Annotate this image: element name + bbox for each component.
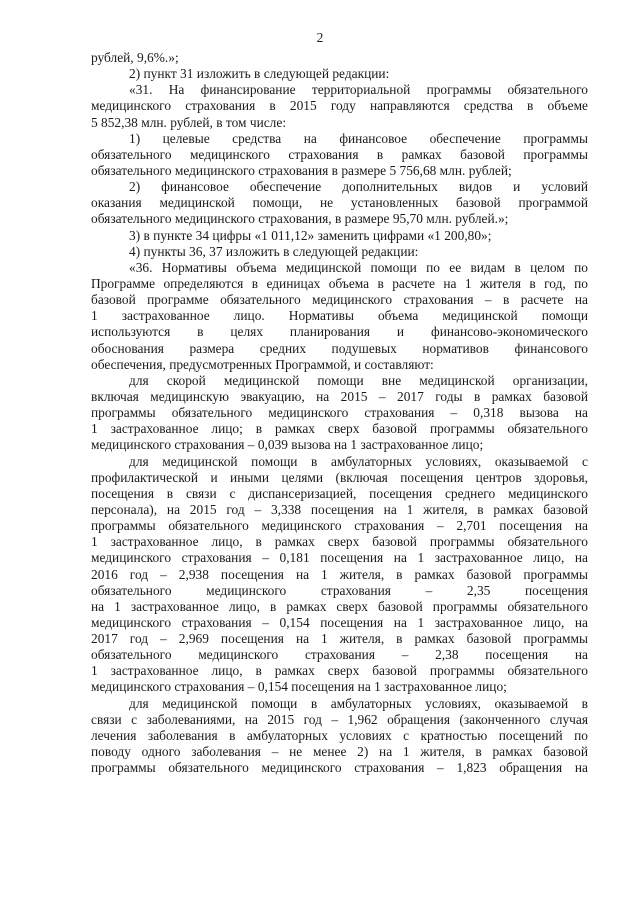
text-line: профилактической и иными целями (включая посещения центров здоровья, xyxy=(91,469,588,485)
text-line: включая медицинскую эвакуацию, на 2015 – 2017 годы в рамках базовой xyxy=(91,388,588,404)
text-line: программы обязательного медицинского страхования – 2,701 посещения на xyxy=(91,518,588,534)
text-line: медицинского страхования – 0,181 посещения на 1 застрахованное лицо, на xyxy=(91,550,588,566)
text-line: 2016 год – 2,938 посещения на 1 жителя, в рамках базовой программы xyxy=(91,566,588,582)
document-body xyxy=(91,50,588,776)
text-line: 5 852,38 млн. рублей, в том числе: xyxy=(91,114,287,130)
text-line: персонала), на 2015 год – 3,338 посещения на 1 жителя, в рамках базовой xyxy=(91,501,588,517)
text-line: 4) пункты 36, 37 изложить в следующей редакции: xyxy=(129,243,419,259)
text-line: обеспечения, предусмотренных Программой, и составляют: xyxy=(91,356,434,372)
text-line: базовой программе обязательного медицинского страхования – в расчете на xyxy=(91,292,588,308)
text-line: 1 застрахованное лицо; в рамках сверх базовой программы обязательного xyxy=(91,421,588,437)
text-line: 1 застрахованное лицо. Нормативы объема медицинской помощи xyxy=(91,308,588,324)
text-line: для скорой медицинской помощи вне медицинской организации, xyxy=(129,372,588,388)
text-line: обязательного медицинского страхования – 2,35 посещения xyxy=(91,582,588,598)
text-line: 1) целевые средства на финансовое обеспечение программы xyxy=(129,130,588,146)
text-line: для медицинской помощи в амбулаторных условиях, оказываемой в xyxy=(129,695,588,711)
text-line: медицинского страхования – 0,154 посещения на 1 застрахованное лицо, на xyxy=(91,614,588,630)
text-line: медицинского страхования – 0,154 посещения на 1 застрахованное лицо; xyxy=(91,679,507,695)
text-line: поводу одного заболевания – не менее 2) на 1 жителя, в рамках базовой xyxy=(91,744,588,760)
text-line: посещения в связи с диспансеризацией, посещения среднего медицинского xyxy=(91,485,588,501)
text-line: программы обязательного медицинского страхования – 0,318 вызова на xyxy=(91,405,588,421)
text-line: 1 застрахованное лицо, в рамках сверх базовой программы обязательного xyxy=(91,534,588,550)
text-line: обязательного медицинского страхования, в размере 95,70 млн. рублей.»; xyxy=(91,211,509,227)
text-line: оказания медицинской помощи, не установленных базовой программой xyxy=(91,195,588,211)
text-line: 2) финансовое обеспечение дополнительных видов и условий xyxy=(129,179,588,195)
text-line: обоснования размера средних подушевых нормативов финансового xyxy=(91,340,588,356)
text-line: лечения заболевания в амбулаторных условиях с кратностью посещений по xyxy=(91,727,588,743)
text-line: 3) в пункте 34 цифры «1 011,12» заменить цифрами «1 200,80»; xyxy=(129,227,492,243)
text-line: 2) пункт 31 изложить в следующей редакции: xyxy=(129,66,390,82)
text-line: связи с заболеваниями, на 2015 год – 1,962 обращения (законченного случая xyxy=(91,711,588,727)
text-line: медицинского страхования – 0,039 вызова на 1 застрахованное лицо; xyxy=(91,437,484,453)
text-line: «31. На финансирование территориальной программы обязательного xyxy=(129,82,588,98)
text-line: Программе определяются в единицах объема в расчете на 1 жителя в год, по xyxy=(91,275,588,291)
text-line: для медицинской помощи в амбулаторных условиях, оказываемой с xyxy=(129,453,588,469)
text-line: обязательного медицинского страхования – 2,38 посещения на xyxy=(91,647,588,663)
text-line: обязательного медицинского страхования в размере 5 756,68 млн. рублей; xyxy=(91,162,512,178)
text-line: «36. Нормативы объема медицинской помощи по ее видам в целом по xyxy=(129,259,588,275)
text-line: на 1 застрахованное лицо, в рамках сверх базовой программы обязательного xyxy=(91,598,588,614)
text-line: 1 застрахованное лицо, в рамках сверх базовой программы обязательного xyxy=(91,663,588,679)
text-line: используются в целях планирования и финансово-экономического xyxy=(91,324,588,340)
text-line: 2017 год – 2,969 посещения на 1 жителя, в рамках базовой программы xyxy=(91,631,588,647)
text-line: медицинского страхования в 2015 году направляются средства в объеме xyxy=(91,98,588,114)
text-line: обязательного медицинского страхования в рамках базовой программы xyxy=(91,146,588,162)
page-number: 2 xyxy=(316,30,324,45)
text-line: рублей, 9,6%.»; xyxy=(91,50,179,65)
text-line: программы обязательного медицинского страхования – 1,823 обращения на xyxy=(91,760,588,776)
